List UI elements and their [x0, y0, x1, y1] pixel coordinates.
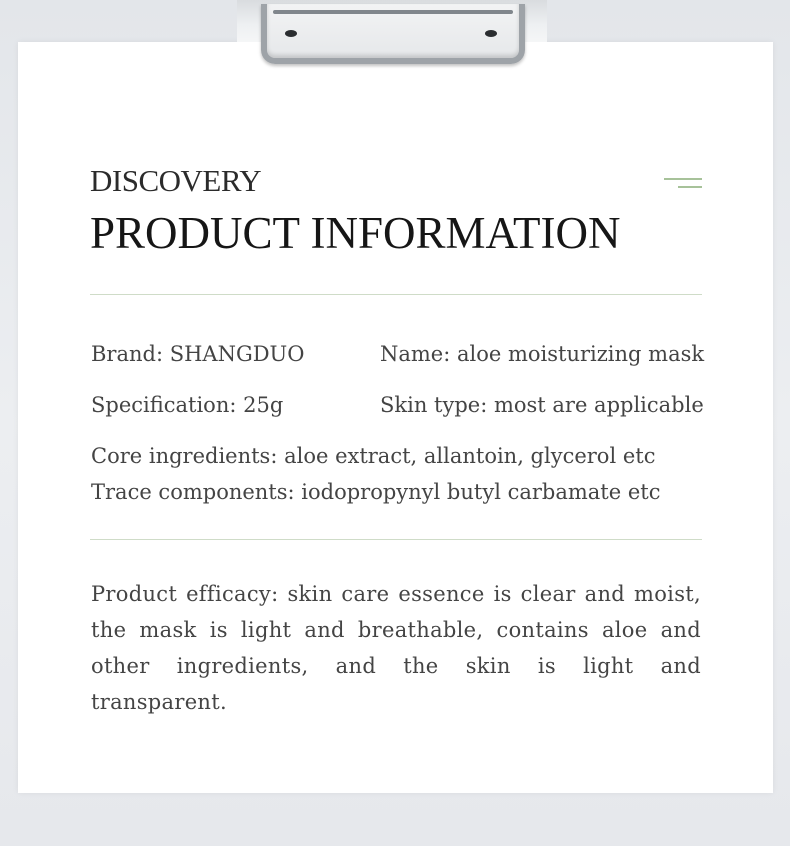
clip-rivet-left [285, 30, 297, 37]
page-title: PRODUCT INFORMATION [90, 208, 621, 258]
spec-brand: Brand: SHANGDUO [91, 342, 305, 366]
spec-name: Name: aloe moisturizing mask [380, 342, 705, 366]
divider-bottom [90, 539, 702, 540]
eyebrow-heading: DISCOVERY [90, 163, 262, 198]
spec-core-ingredients: Core ingredients: aloe extract, allantoin, glycerol etc [91, 444, 656, 468]
spec-specification: Specification: 25g [91, 393, 284, 417]
menu-lines-icon [662, 178, 702, 192]
clip-rivet-right [485, 30, 497, 37]
clipboard-clip [237, 0, 547, 68]
divider-top [90, 294, 702, 295]
spec-skin-type: Skin type: most are applicable [380, 393, 704, 417]
efficacy-paragraph: Product efficacy: skin care essence is clear and moist, the mask is light and breathable, contains aloe and other ingredients, and the skin is light and transparent. [91, 582, 701, 714]
spec-trace-components: Trace components: iodopropynyl butyl carbamate etc [91, 480, 661, 504]
